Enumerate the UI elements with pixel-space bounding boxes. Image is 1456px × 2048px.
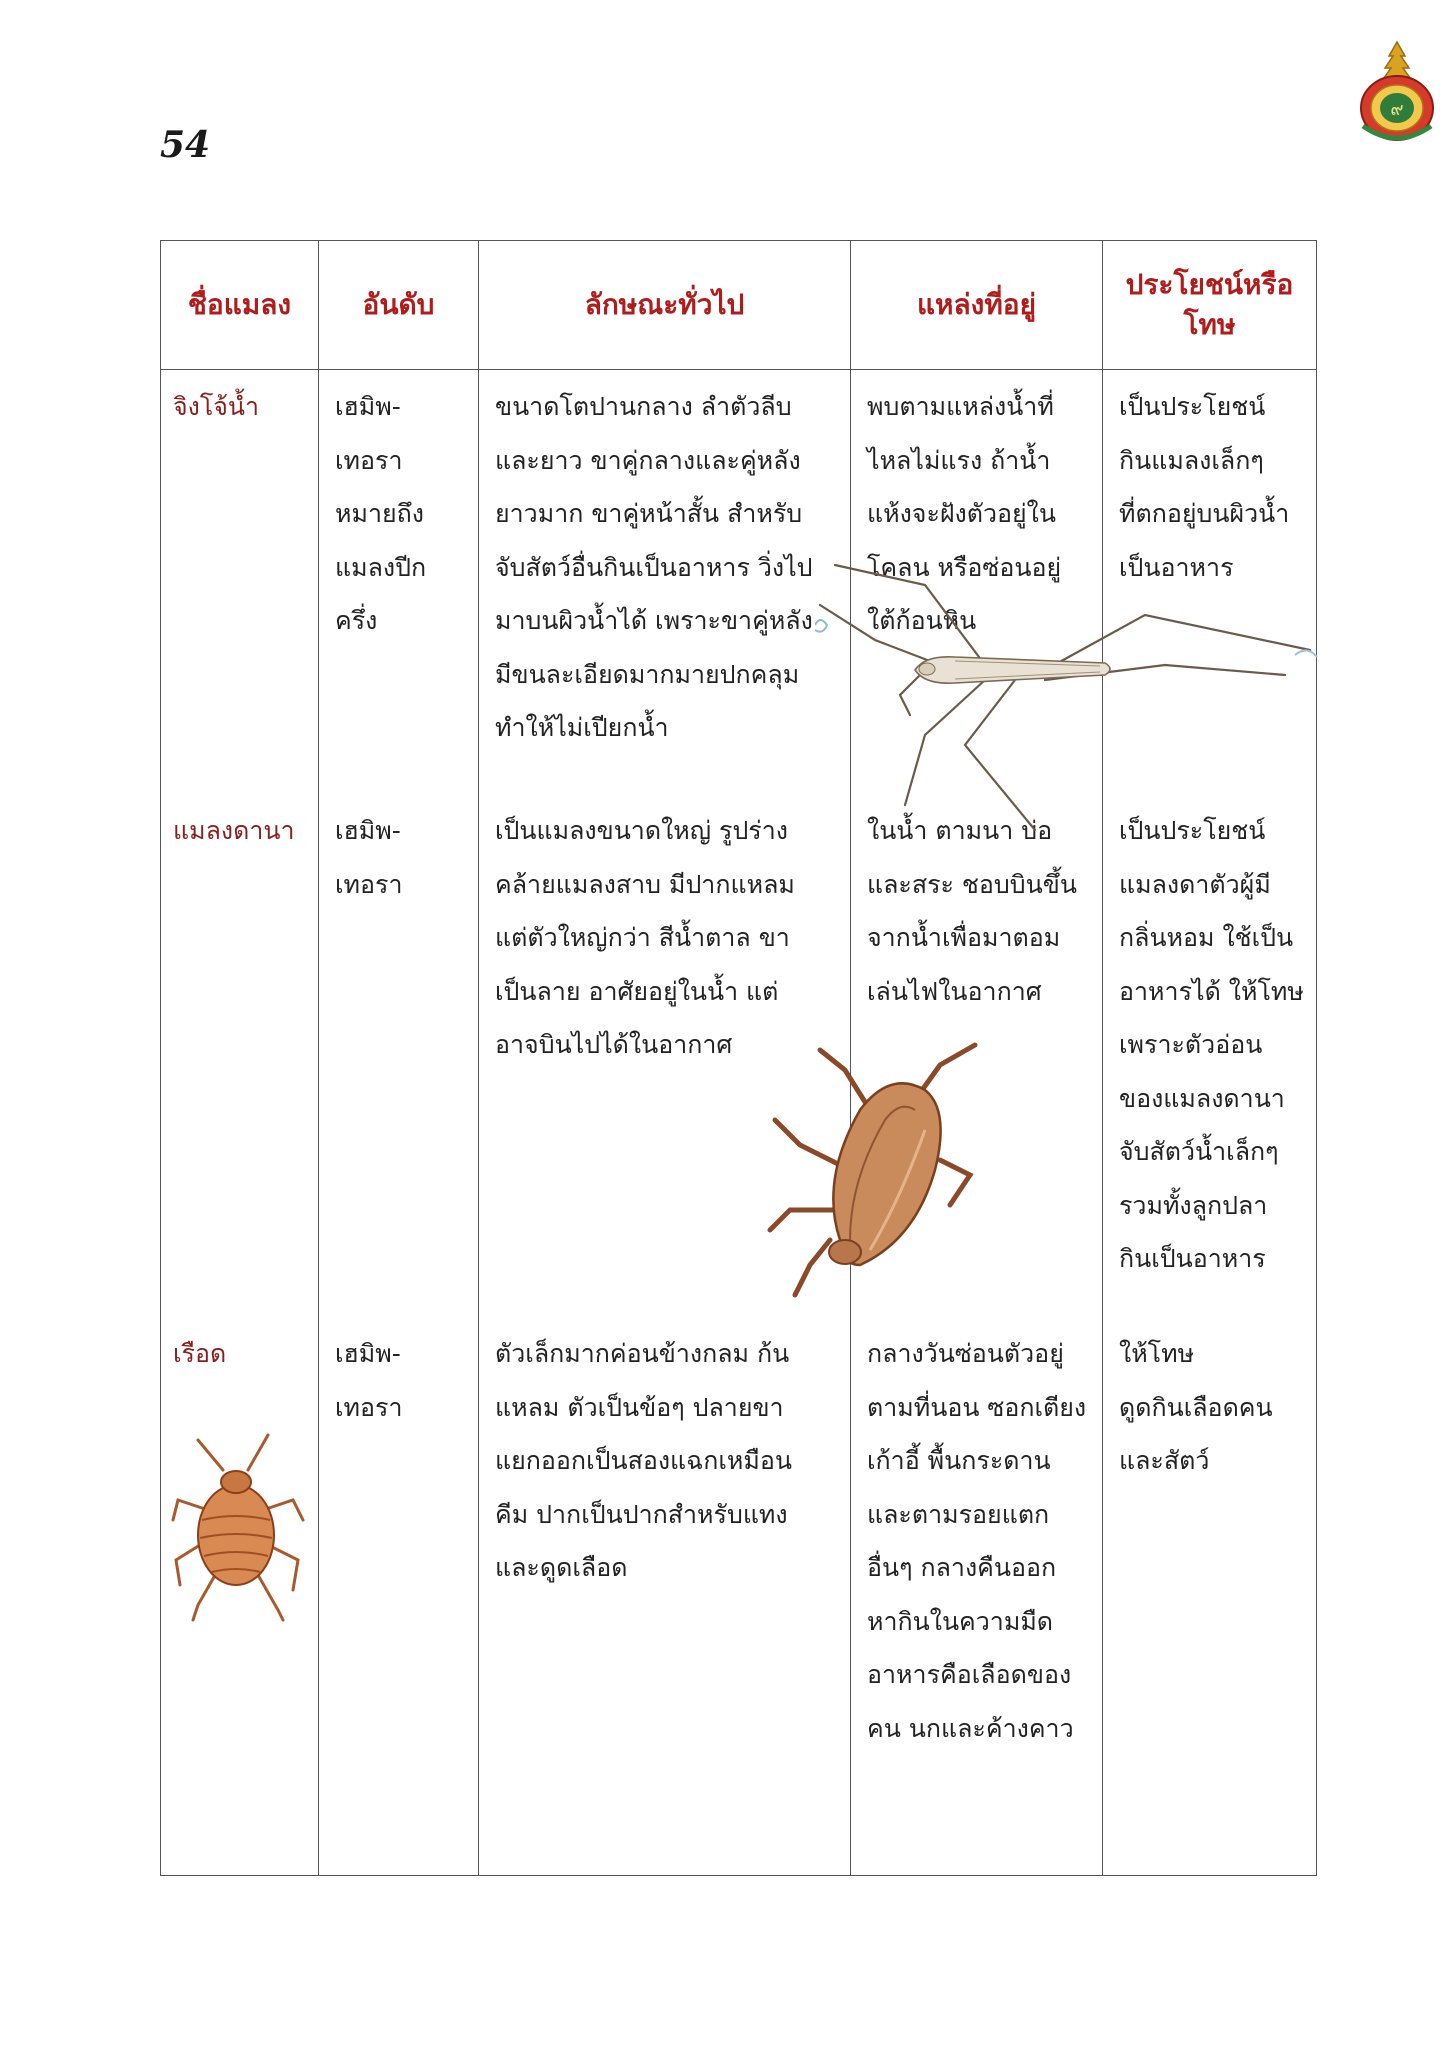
table-row-1-benefit	[1103, 380, 1316, 594]
habitat-line: โคลน หรือซ่อนอยู่	[867, 552, 1062, 582]
table-row-2-name	[161, 804, 318, 858]
insect-name: เรือด	[173, 1339, 227, 1368]
description-line: และดูดเลือด	[495, 1553, 628, 1582]
table-row-1-habitat	[851, 380, 1102, 648]
benefit-line: ที่ตกอยู่บนผิวน้ำ	[1119, 499, 1290, 528]
habitat-line: จากน้ำเพื่อมาตอม	[867, 923, 1061, 952]
benefit-line: กลิ่นหอม ใช้เป็น	[1119, 923, 1294, 952]
habitat-line: หากินในความมืด	[867, 1606, 1054, 1636]
column-description	[479, 370, 851, 1876]
habitat-line: และตามรอยแตก	[867, 1499, 1050, 1529]
description-line: แต่ตัวใหญ่กว่า สีน้ำตาล ขา	[495, 923, 790, 952]
table-row-3-description	[479, 1327, 850, 1595]
benefit-line: อาหารได้ ให้โทษ	[1119, 976, 1304, 1006]
benefit-line: ให้โทษ	[1119, 1339, 1195, 1368]
description-line: มีขนละเอียดมากมายปกคลุม	[495, 659, 800, 689]
habitat-line: เก้าอี้ พื้นกระดาน	[867, 1446, 1051, 1475]
benefit-line: เป็นอาหาร	[1119, 552, 1234, 582]
table-row-2-habitat	[851, 804, 1102, 1018]
benefit-line: เป็นประโยชน์	[1119, 816, 1266, 845]
header-name: ชื่อแมลง	[161, 241, 319, 370]
insect-table	[160, 240, 1317, 1876]
habitat-line: ตามที่นอน ซอกเตียง	[867, 1392, 1087, 1422]
benefit-line: ดูดกินเลือดคน	[1119, 1392, 1273, 1422]
insect-order-line: เทอรา	[335, 445, 403, 475]
header-order: อันดับ	[319, 241, 479, 370]
page-number: 54	[160, 124, 211, 166]
table-row-1-description	[479, 380, 850, 755]
habitat-line: ในน้ำ ตามนา บ่อ	[867, 816, 1053, 845]
svg-text:๙: ๙	[1390, 99, 1404, 120]
header-description: ลักษณะทั่วไป	[479, 241, 851, 370]
header-benefit-line: โทษ	[1183, 308, 1236, 341]
header-benefit	[1103, 241, 1317, 370]
column-order	[319, 370, 479, 1876]
insect-name: จิงโจ้น้ำ	[173, 392, 260, 421]
habitat-line: อื่นๆ กลางคืนออก	[867, 1553, 1057, 1582]
benefit-line: แมลงดาตัวผู้มี	[1119, 869, 1271, 899]
insect-order-line: เฮมิพ-	[335, 392, 401, 421]
table-row-2-benefit	[1103, 804, 1316, 1286]
insect-order-line: แมลงปีก	[335, 552, 427, 582]
insect-order-line: เฮมิพ-	[335, 816, 401, 845]
description-line: และยาว ขาคู่กลางและคู่หลัง	[495, 445, 801, 475]
benefit-line: ของแมลงดานา	[1119, 1083, 1285, 1113]
benefit-line: เพราะตัวอ่อน	[1119, 1030, 1263, 1059]
description-line: ขนาดโตปานกลาง ลำตัวลีบ	[495, 392, 792, 421]
description-line: ทำให้ไม่เปียกน้ำ	[495, 713, 669, 742]
benefit-line: รวมทั้งลูกปลา	[1119, 1190, 1268, 1220]
habitat-line: เล่นไฟในอากาศ	[867, 976, 1042, 1006]
table-row-3-order	[319, 1327, 478, 1434]
habitat-line: พบตามแหล่งน้ำที่	[867, 392, 1054, 421]
description-line: มาบนผิวน้ำได้ เพราะขาคู่หลัง	[495, 606, 813, 635]
description-line: ยาวมาก ขาคู่หน้าสั้น สำหรับ	[495, 499, 803, 528]
description-line: คีม ปากเป็นปากสำหรับแทง	[495, 1499, 788, 1529]
benefit-line: กินแมลงเล็กๆ	[1119, 445, 1264, 475]
column-habitat	[851, 370, 1103, 1876]
benefit-line: และสัตว์	[1119, 1446, 1210, 1475]
table-row-2-description	[479, 804, 850, 1072]
habitat-line: ไหลไม่แรง ถ้าน้ำ	[867, 445, 1051, 475]
habitat-line: และสระ ชอบบินขึ้น	[867, 869, 1077, 899]
insect-order-line: หมายถึง	[335, 499, 424, 528]
table-row-3-benefit	[1103, 1327, 1316, 1488]
table-row-body	[161, 370, 1317, 1876]
benefit-line: กินเป็นอาหาร	[1119, 1244, 1266, 1273]
description-line: จับสัตว์อื่นกินเป็นอาหาร วิ่งไป	[495, 552, 813, 582]
header-row	[161, 241, 1317, 370]
description-line: คล้ายแมลงสาบ มีปากแหลม	[495, 869, 795, 899]
insect-order-line: ครึ่ง	[335, 606, 378, 635]
insect-order-line: เทอรา	[335, 869, 403, 899]
habitat-line: กลางวันซ่อนตัวอยู่	[867, 1339, 1064, 1368]
habitat-line: แห้งจะฝังตัวอยู่ใน	[867, 499, 1056, 528]
habitat-line: คน นกและค้างคาว	[867, 1713, 1074, 1743]
description-line: แหลม ตัวเป็นข้อๆ ปลายขา	[495, 1392, 784, 1422]
header-habitat: แหล่งที่อยู่	[851, 241, 1103, 370]
description-line: ตัวเล็กมากค่อนข้างกลม ก้น	[495, 1339, 790, 1368]
column-name	[161, 370, 319, 1876]
table-row-1-order	[319, 380, 478, 648]
header-benefit-line: ประโยชน์หรือ	[1125, 268, 1294, 301]
habitat-line: ใต้ก้อนหิน	[867, 606, 977, 635]
description-line: เป็นแมลงขนาดใหญ่ รูปร่าง	[495, 816, 788, 845]
column-benefit	[1103, 370, 1317, 1876]
insect-name: แมลงดานา	[173, 816, 295, 845]
benefit-line: จับสัตว์น้ำเล็กๆ	[1119, 1137, 1279, 1166]
insect-order-line: เฮมิพ-	[335, 1339, 401, 1368]
description-line: แยกออกเป็นสองแฉกเหมือน	[495, 1446, 792, 1475]
description-line: เป็นลาย อาศัยอยู่ในน้ำ แต่	[495, 976, 779, 1006]
table-row-3-habitat	[851, 1327, 1102, 1755]
benefit-line: เป็นประโยชน์	[1119, 392, 1266, 421]
description-line: อาจบินไปได้ในอากาศ	[495, 1030, 733, 1059]
insect-order-line: เทอรา	[335, 1392, 403, 1422]
emblem-icon	[1355, 38, 1439, 148]
table-row-1-name	[161, 380, 318, 434]
habitat-line: อาหารคือเลือดของ	[867, 1660, 1072, 1689]
table-row-2-order	[319, 804, 478, 911]
table-row-3-name	[161, 1327, 318, 1381]
